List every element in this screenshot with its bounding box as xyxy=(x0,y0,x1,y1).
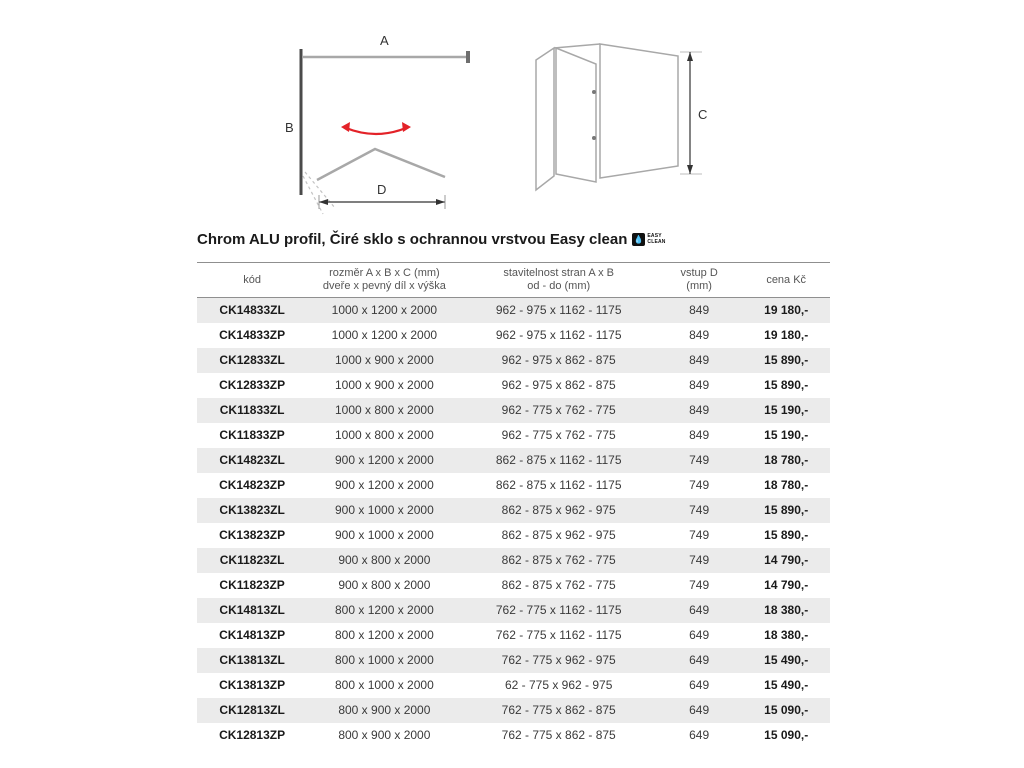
col-header-entry-line1: vstup D xyxy=(680,267,718,279)
col-header-entry-line2: (mm) xyxy=(686,280,712,292)
table-row xyxy=(197,648,830,673)
swing-arrow-head-right xyxy=(402,122,411,132)
dimension-label-b: B xyxy=(285,120,294,135)
price-value: 15 190,- xyxy=(764,403,809,417)
dimension-d-arrow-left xyxy=(319,199,328,205)
door-hinge-bottom xyxy=(592,136,596,140)
adjustability-value: 962 - 975 x 1162 - 1175 xyxy=(495,303,622,317)
adjustability-value: 762 - 775 x 862 - 875 xyxy=(501,703,616,717)
table-row xyxy=(197,548,830,573)
price-value: 14 790,- xyxy=(764,553,809,567)
adjustability-value: 962 - 775 x 762 - 775 xyxy=(501,428,616,442)
product-code: CK11833ZP xyxy=(219,428,285,442)
entry-width-value: 649 xyxy=(689,728,710,742)
price-value: 15 890,- xyxy=(764,528,809,542)
entry-width-value: 749 xyxy=(689,453,710,467)
spec-table-body xyxy=(197,298,830,749)
price-value: 15 890,- xyxy=(764,353,809,367)
title-row xyxy=(197,231,847,248)
price-value: 19 180,- xyxy=(764,328,809,342)
entry-width-value: 849 xyxy=(689,328,710,342)
page-title: Chrom ALU profil, Čiré sklo s ochrannou vrstvou Easy clean xyxy=(197,231,628,248)
col-header-entry xyxy=(656,263,743,298)
product-code: CK14823ZL xyxy=(219,453,285,467)
product-code: CK13813ZL xyxy=(219,653,285,667)
entry-width-value: 749 xyxy=(689,503,710,517)
entry-width-value: 749 xyxy=(689,478,710,492)
spec-table xyxy=(197,262,830,748)
dimension-c-arrow-bottom xyxy=(687,165,693,174)
price-value: 18 380,- xyxy=(764,603,809,617)
entry-width-value: 849 xyxy=(689,303,710,317)
product-code: CK14833ZP xyxy=(219,328,286,342)
entry-width-value: 649 xyxy=(689,628,710,642)
table-row xyxy=(197,423,830,448)
price-value: 18 780,- xyxy=(764,453,809,467)
dimension-value: 900 x 1000 x 2000 xyxy=(335,528,434,542)
dimension-value: 800 x 1000 x 2000 xyxy=(335,678,434,692)
entry-width-value: 849 xyxy=(689,403,710,417)
product-code: CK14813ZL xyxy=(219,603,285,617)
dimension-label-a: A xyxy=(380,33,389,48)
dimension-value: 800 x 900 x 2000 xyxy=(338,728,431,742)
price-value: 18 780,- xyxy=(764,478,809,492)
product-code: CK12813ZP xyxy=(219,728,286,742)
adjustability-value: 862 - 875 x 1162 - 1175 xyxy=(495,453,622,467)
dimension-value: 900 x 800 x 2000 xyxy=(338,578,431,592)
product-code: CK13823ZP xyxy=(219,528,286,542)
price-value: 15 890,- xyxy=(764,378,809,392)
product-code: CK11833ZL xyxy=(219,403,285,417)
swing-arrow xyxy=(346,128,406,134)
adjustability-value: 862 - 875 x 762 - 775 xyxy=(501,553,616,567)
table-row xyxy=(197,723,830,748)
adjustability-value: 962 - 975 x 1162 - 1175 xyxy=(495,328,622,342)
adjustability-value: 962 - 975 x 862 - 875 xyxy=(501,353,616,367)
spec-table-header xyxy=(197,263,830,298)
col-header-size-line2: dveře x pevný díl x výška xyxy=(322,280,446,292)
dimension-value: 800 x 1200 x 2000 xyxy=(335,628,434,642)
product-code: CK14823ZP xyxy=(219,478,286,492)
entry-width-value: 849 xyxy=(689,353,710,367)
entry-width-value: 849 xyxy=(689,428,710,442)
price-value: 18 380,- xyxy=(764,628,809,642)
table-row xyxy=(197,448,830,473)
dimension-c-arrow-top xyxy=(687,52,693,61)
price-value: 15 090,- xyxy=(764,728,809,742)
product-code: CK13823ZL xyxy=(219,503,285,517)
dimension-value: 800 x 1000 x 2000 xyxy=(335,653,434,667)
dimension-value: 1000 x 900 x 2000 xyxy=(335,378,434,392)
adjustability-value: 962 - 775 x 762 - 775 xyxy=(501,403,616,417)
adjustability-value: 762 - 775 x 1162 - 1175 xyxy=(495,628,622,642)
entry-width-value: 749 xyxy=(689,553,710,567)
table-row xyxy=(197,573,830,598)
table-row xyxy=(197,673,830,698)
table-row xyxy=(197,523,830,548)
dimension-value: 1000 x 800 x 2000 xyxy=(335,428,434,442)
table-row xyxy=(197,498,830,523)
glass-panel-left xyxy=(536,48,554,190)
swing-arrow-head-left xyxy=(341,122,350,132)
table-row xyxy=(197,473,830,498)
col-header-size xyxy=(307,263,461,298)
adjustability-value: 62 - 775 x 962 - 975 xyxy=(504,678,613,692)
price-value: 14 790,- xyxy=(764,578,809,592)
dimension-value: 1000 x 900 x 2000 xyxy=(335,353,434,367)
glass-door-open xyxy=(556,48,596,182)
badge-line1: EASY xyxy=(647,233,662,239)
entry-width-value: 649 xyxy=(689,678,710,692)
dimension-label-d: D xyxy=(377,182,387,197)
product-code: CK12833ZP xyxy=(219,378,286,392)
adjustability-value: 762 - 775 x 1162 - 1175 xyxy=(495,603,622,617)
badge-line2: CLEAN xyxy=(647,238,666,245)
adjustability-value: 862 - 875 x 762 - 775 xyxy=(501,578,616,592)
price-value: 15 090,- xyxy=(764,703,809,717)
water-drop-icon: 💧 xyxy=(633,235,644,244)
product-code: CK11823ZL xyxy=(219,553,285,567)
product-code: CK11823ZP xyxy=(219,578,285,592)
col-header-adjust-line2: od - do (mm) xyxy=(527,280,591,292)
col-header-adjust-line1: stavitelnost stran A x B xyxy=(503,267,615,279)
col-header-adjust xyxy=(462,263,656,298)
entry-width-value: 749 xyxy=(689,578,710,592)
dimension-value: 900 x 1000 x 2000 xyxy=(335,503,434,517)
adjustability-value: 962 - 975 x 862 - 875 xyxy=(501,378,616,392)
entry-width-value: 749 xyxy=(689,528,710,542)
dimension-value: 900 x 1200 x 2000 xyxy=(335,453,434,467)
entry-width-value: 649 xyxy=(689,703,710,717)
table-row xyxy=(197,698,830,723)
price-value: 15 490,- xyxy=(764,678,809,692)
product-code: CK13813ZP xyxy=(219,678,286,692)
col-header-code: kód xyxy=(243,273,261,286)
dimension-value: 1000 x 800 x 2000 xyxy=(335,403,434,417)
price-value: 15 490,- xyxy=(764,653,809,667)
table-row xyxy=(197,323,830,348)
easy-clean-badge xyxy=(632,233,665,246)
table-row xyxy=(197,598,830,623)
table-row xyxy=(197,348,830,373)
perspective-diagram xyxy=(520,18,720,210)
adjustability-value: 762 - 775 x 962 - 975 xyxy=(501,653,616,667)
dimension-value: 1000 x 1200 x 2000 xyxy=(331,328,438,342)
table-row xyxy=(197,623,830,648)
table-row xyxy=(197,373,830,398)
product-code: CK14813ZP xyxy=(219,628,286,642)
col-header-size-line1: rozměr A x B x C (mm) xyxy=(329,267,440,279)
adjustability-value: 762 - 775 x 862 - 875 xyxy=(501,728,616,742)
dimension-d-arrow-right xyxy=(436,199,445,205)
right-profile-bar xyxy=(466,51,470,63)
price-value: 15 190,- xyxy=(764,428,809,442)
price-value: 15 890,- xyxy=(764,503,809,517)
col-header-price: cena Kč xyxy=(766,273,807,286)
door-hinge-top xyxy=(592,90,596,94)
folding-door-lines xyxy=(317,149,445,180)
adjustability-value: 862 - 875 x 1162 - 1175 xyxy=(495,478,622,492)
top-view-diagram xyxy=(283,28,483,220)
easy-clean-badge-text xyxy=(647,234,665,245)
entry-width-value: 849 xyxy=(689,378,710,392)
dimension-value: 900 x 1200 x 2000 xyxy=(335,478,434,492)
dimension-value: 800 x 900 x 2000 xyxy=(338,703,431,717)
product-code: CK14833ZL xyxy=(219,303,285,317)
entry-width-value: 649 xyxy=(689,603,710,617)
top-edge-line xyxy=(554,44,600,48)
dimension-label-c: C xyxy=(698,107,708,122)
price-value: 19 180,- xyxy=(764,303,809,317)
adjustability-value: 862 - 875 x 962 - 975 xyxy=(501,528,616,542)
product-code: CK12813ZL xyxy=(219,703,285,717)
entry-width-value: 649 xyxy=(689,653,710,667)
dimension-value: 900 x 800 x 2000 xyxy=(338,553,431,567)
glass-panel-right xyxy=(600,44,678,178)
adjustability-value: 862 - 875 x 962 - 975 xyxy=(501,503,616,517)
table-row xyxy=(197,398,830,423)
dimension-value: 1000 x 1200 x 2000 xyxy=(331,303,438,317)
product-code: CK12833ZL xyxy=(219,353,285,367)
table-row xyxy=(197,298,830,324)
dimension-value: 800 x 1200 x 2000 xyxy=(335,603,434,617)
